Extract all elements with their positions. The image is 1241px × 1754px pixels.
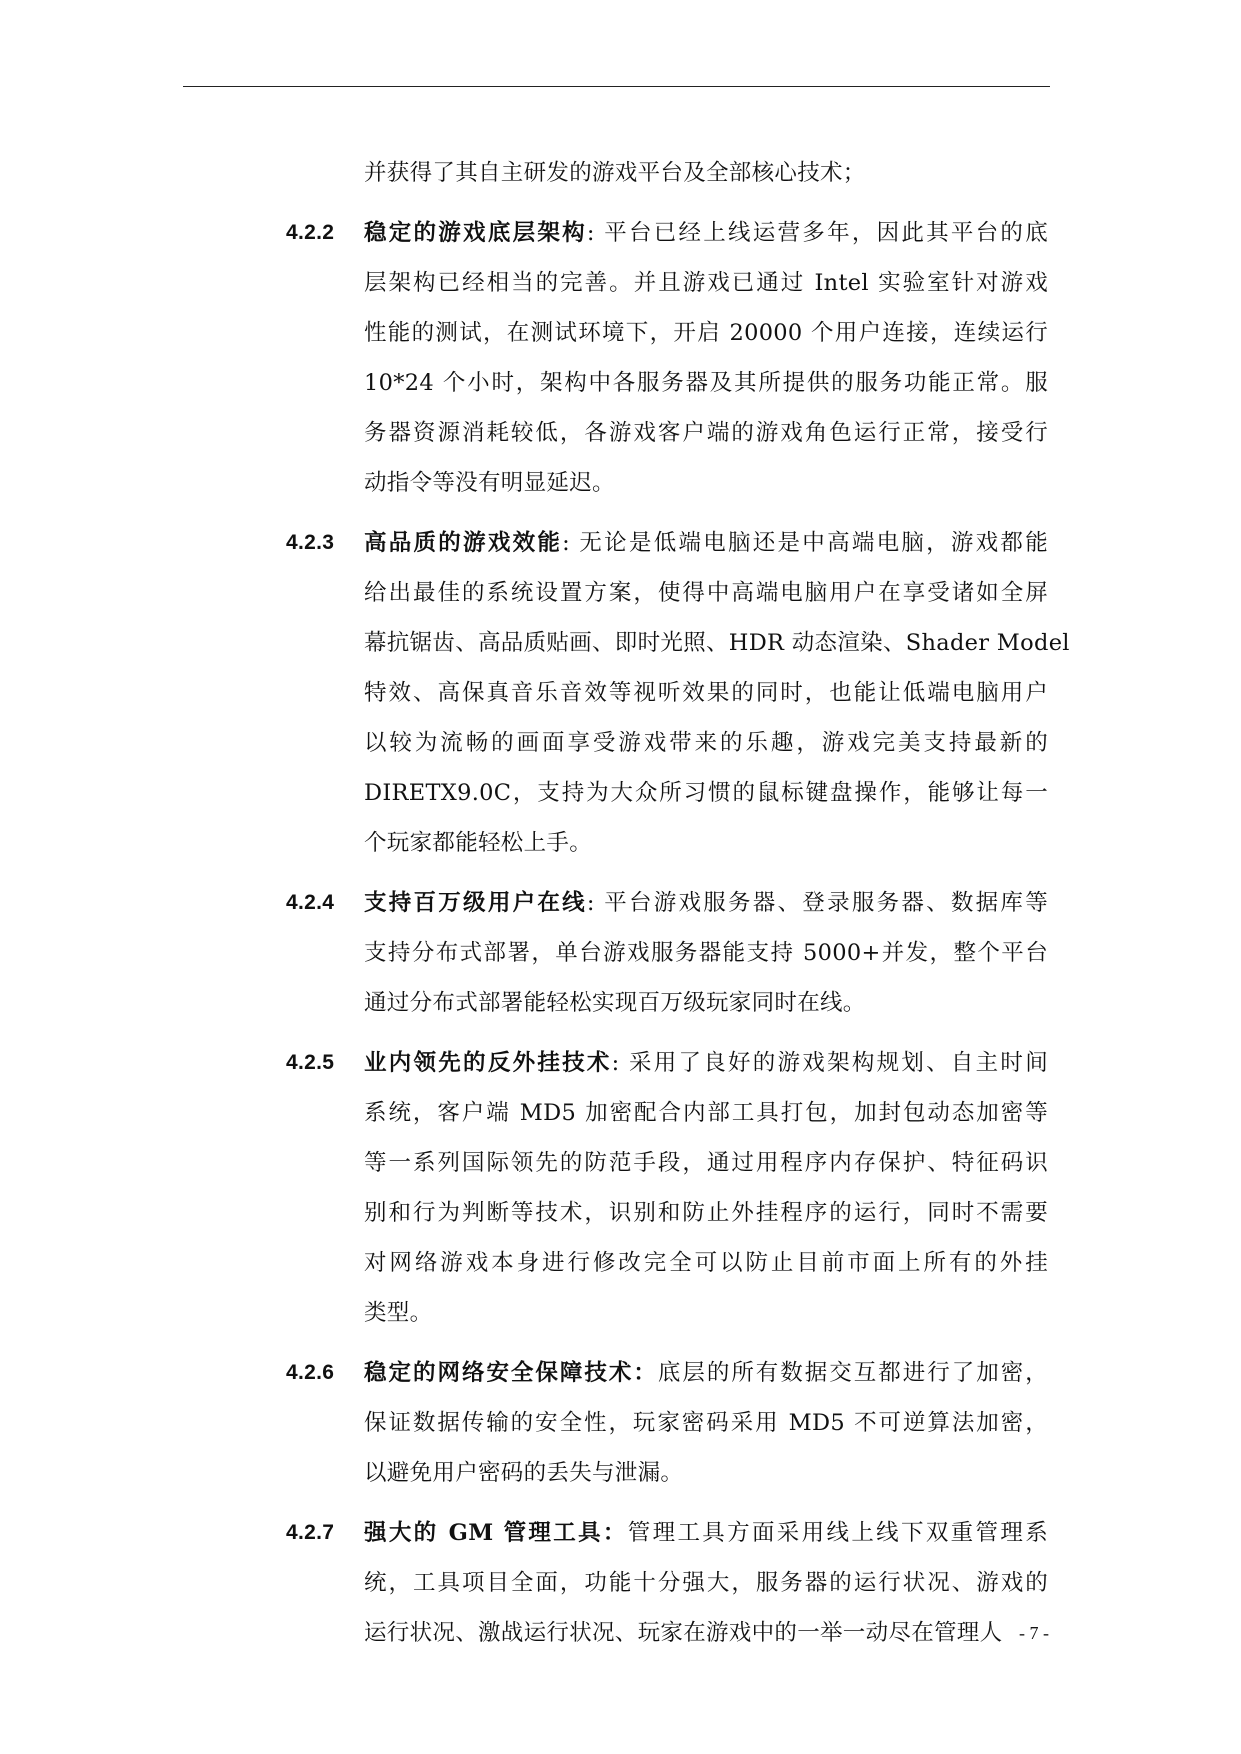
paragraph-line — [0, 408, 1241, 458]
section-gap — [0, 1028, 1241, 1038]
paragraph-line — [0, 568, 1241, 618]
section-gap — [0, 1498, 1241, 1508]
paragraph-line — [0, 1508, 1241, 1558]
paragraph-line — [0, 1138, 1241, 1188]
section-heading: 稳定的游戏底层架构 — [364, 220, 587, 246]
paragraph-line — [0, 148, 1241, 198]
section-body-text: 以避免用户密码的丢失与泄漏。 — [364, 1460, 684, 1486]
paragraph-line — [0, 358, 1241, 408]
section-body-text: 对网络游戏本身进行修改完全可以防止目前市面上所有的外挂 — [364, 1250, 1048, 1276]
section-number: 4.2.4 — [286, 891, 335, 914]
section-list — [0, 198, 1241, 1658]
paragraph-line — [0, 1398, 1241, 1448]
section-body-text: 保证数据传输的安全性，玩家密码采用 MD5 不可逆算法加密， — [364, 1410, 1048, 1436]
paragraph-line — [0, 1238, 1241, 1288]
section-body-text: 个玩家都能轻松上手。 — [364, 830, 593, 856]
paragraph-line — [0, 768, 1241, 818]
section-body-text: 给出最佳的系统设置方案，使得中高端电脑用户在享受诸如全屏 — [364, 580, 1048, 606]
paragraph-line — [0, 718, 1241, 768]
paragraph-line — [0, 258, 1241, 308]
section-gap — [0, 508, 1241, 518]
section-body-text: 性能的测试，在测试环境下，开启 20000 个用户连接，连续运行 — [364, 320, 1048, 346]
paragraph-line — [0, 1188, 1241, 1238]
section-number: 4.2.5 — [286, 1051, 335, 1074]
section-text — [364, 1508, 1048, 1558]
section-body-text: 系统，客户端 MD5 加密配合内部工具打包，加封包动态加密等 — [364, 1100, 1048, 1126]
section-text — [364, 1038, 1048, 1088]
paragraph-line — [0, 1288, 1241, 1338]
section-gap — [0, 1338, 1241, 1348]
header-rule — [183, 86, 1050, 87]
paragraph-line — [0, 308, 1241, 358]
paragraph-line — [0, 458, 1241, 508]
section-heading: 强大的 GM 管理工具： — [364, 1520, 628, 1546]
document-body — [0, 148, 1241, 1658]
paragraph-line — [0, 878, 1241, 928]
section-gap — [0, 868, 1241, 878]
section-text — [364, 208, 1048, 258]
paragraph-line — [0, 208, 1241, 258]
paragraph-line — [0, 1088, 1241, 1138]
section-body-text: : 无论是低端电脑还是中高端电脑，游戏都能 — [562, 530, 1048, 556]
section-body-text: 运行状况、激战运行状况、玩家在游戏中的一举一动尽在管理人 — [364, 1620, 1003, 1646]
section-number: 4.2.3 — [286, 531, 335, 554]
section-body-text: 底层的所有数据交互都进行了加密， — [657, 1360, 1048, 1386]
intro-line: 并获得了其自主研发的游戏平台及全部核心技术； — [364, 160, 866, 186]
section-body-text: : 采用了良好的游戏架构规划、自主时间 — [611, 1050, 1048, 1076]
section-heading: 稳定的网络安全保障技术： — [364, 1360, 658, 1386]
section-number: 4.2.6 — [286, 1361, 335, 1384]
section-body-text: 务器资源消耗较低，各游戏客户端的游戏角色运行正常，接受行 — [364, 420, 1048, 446]
section-heading: 高品质的游戏效能 — [364, 530, 563, 556]
section-body-text: 动指令等没有明显延迟。 — [364, 470, 615, 496]
paragraph-line — [0, 618, 1241, 668]
section-body-text: 10*24 个小时，架构中各服务器及其所提供的服务功能正常。服 — [364, 370, 1048, 396]
section-text — [364, 878, 1048, 928]
section-body-text: : 平台游戏服务器、登录服务器、数据库等 — [586, 890, 1048, 916]
section-body-text: 层架构已经相当的完善。并且游戏已通过 Intel 实验室针对游戏 — [364, 270, 1048, 296]
section-body-text: DIRETX9.0C，支持为大众所习惯的鼠标键盘操作，能够让每一 — [364, 780, 1048, 806]
section-body-text: 特效、高保真音乐音效等视听效果的同时，也能让低端电脑用户 — [364, 680, 1048, 706]
paragraph-line — [0, 518, 1241, 568]
paragraph-line — [0, 1348, 1241, 1398]
page-number: - 7 - — [1019, 1623, 1049, 1643]
paragraph-line — [0, 1558, 1241, 1608]
section-number: 4.2.7 — [286, 1521, 335, 1544]
section-body-text: 幕抗锯齿、高品质贴画、即时光照、HDR 动态渲染、Shader Model — [364, 630, 1070, 656]
paragraph-line — [0, 818, 1241, 868]
section-body-text: 通过分布式部署能轻松实现百万级玩家同时在线。 — [364, 990, 866, 1016]
section-heading: 支持百万级用户在线 — [364, 890, 587, 916]
paragraph-line — [0, 1038, 1241, 1088]
section-gap — [0, 198, 1241, 208]
section-text — [364, 518, 1048, 568]
paragraph-line — [0, 1448, 1241, 1498]
section-body-text: 统，工具项目全面，功能十分强大，服务器的运行状况、游戏的 — [364, 1570, 1048, 1596]
section-text — [364, 1348, 1048, 1398]
paragraph-line — [0, 668, 1241, 718]
section-body-text: 类型。 — [364, 1300, 433, 1326]
section-body-text: 等一系列国际领先的防范手段，通过用程序内存保护、特征码识 — [364, 1150, 1048, 1176]
section-body-text: 以较为流畅的画面享受游戏带来的乐趣，游戏完美支持最新的 — [364, 730, 1048, 756]
section-body-text: 管理工具方面采用线上线下双重管理系 — [627, 1520, 1048, 1546]
section-body-text: 支持分布式部署，单台游戏服务器能支持 5000+并发，整个平台 — [364, 940, 1048, 966]
section-heading: 业内领先的反外挂技术 — [364, 1050, 612, 1076]
section-body-text: : 平台已经上线运营多年，因此其平台的底 — [586, 220, 1048, 246]
paragraph-line — [0, 928, 1241, 978]
section-number: 4.2.2 — [286, 221, 335, 244]
paragraph-line — [0, 978, 1241, 1028]
section-body-text: 别和行为判断等技术，识别和防止外挂程序的运行，同时不需要 — [364, 1200, 1048, 1226]
paragraph-line — [0, 1608, 1241, 1658]
